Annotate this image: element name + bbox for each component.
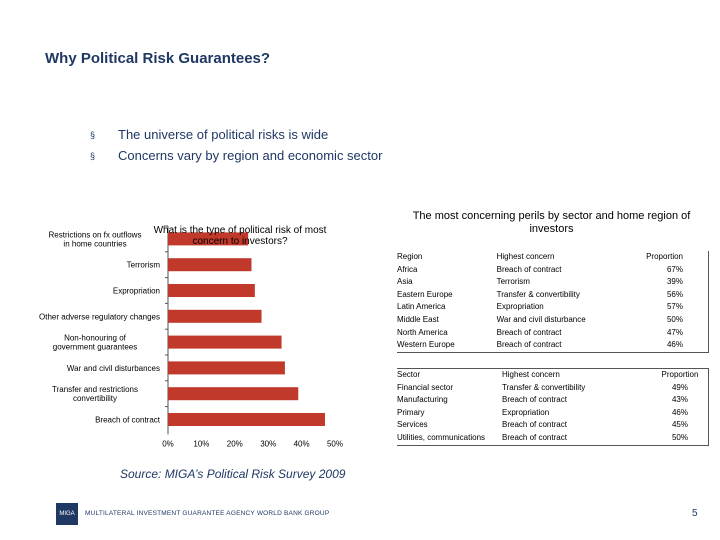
sector-table-cell: Proportion — [661, 370, 699, 379]
region-table-cell: Transfer & convertibility — [496, 289, 580, 299]
region-table-cell: Middle East — [397, 314, 439, 324]
sector-table-cell: 50% — [671, 432, 688, 442]
category-label: Non-honouring of government guarantees — [52, 333, 138, 352]
region-table-row — [397, 339, 709, 352]
bar — [168, 413, 325, 426]
category-label: Transfer and restrictions convertibility — [52, 385, 138, 404]
x-tick-label: 30% — [260, 439, 277, 449]
region-table-cell: Region — [397, 252, 423, 261]
region-table-row — [397, 264, 709, 277]
sector-table-cell: Primary — [397, 407, 425, 417]
region-table — [397, 251, 709, 353]
region-table-row — [397, 327, 709, 340]
x-tick-label: 50% — [326, 439, 344, 449]
region-table-cell: 57% — [666, 302, 683, 312]
region-table-cell: Highest concern — [496, 252, 555, 261]
x-tick-label: 0% — [162, 439, 174, 449]
sector-table-cell: 43% — [671, 395, 688, 405]
chart-title: What is the type of political risk of most concern to investors? — [153, 225, 327, 247]
sector-table-row — [397, 407, 709, 420]
category-label: War and civil disturbances — [66, 363, 160, 373]
sector-table-cell: Breach of contract — [502, 432, 567, 442]
sector-table-cell: 45% — [671, 420, 688, 430]
bullet-item — [90, 124, 382, 145]
category-label: Expropriation — [112, 286, 160, 296]
region-table-row — [397, 314, 709, 327]
sector-table-row — [397, 432, 709, 445]
sector-table-cell: 46% — [671, 407, 688, 417]
x-tick-label: 40% — [293, 439, 310, 449]
x-tick-label: 10% — [193, 439, 210, 449]
region-table-cell: 46% — [666, 340, 683, 350]
bar — [168, 361, 285, 374]
bar — [168, 310, 262, 323]
sector-table-row — [397, 419, 709, 432]
sector-table-cell: Utilities, communications — [397, 432, 486, 442]
region-table-row — [397, 276, 709, 289]
region-table-cell: Terrorism — [496, 277, 530, 287]
sector-table-cell: Financial sector — [397, 382, 454, 392]
region-table-row — [397, 289, 709, 302]
bullet-text: Concerns vary by region and economic sector — [118, 148, 383, 163]
sector-table-cell: Sector — [397, 370, 421, 379]
panel-title: The most concerning perils by sector and home region of investors — [412, 210, 691, 235]
sector-table-cell: 49% — [671, 382, 688, 392]
page-number: 5 — [692, 508, 698, 519]
region-table-cell: 47% — [666, 327, 683, 337]
region-table-cell: 39% — [666, 277, 683, 287]
region-table-cell: Eastern Europe — [397, 289, 453, 299]
region-table-header-row — [397, 251, 709, 264]
risk-concern-bar-chart — [0, 218, 390, 463]
source-note: Source: MIGA’s Political Risk Survey 2009 — [120, 467, 346, 481]
bar — [168, 258, 252, 271]
region-table-cell: 67% — [666, 264, 683, 274]
slide-title: Why Political Risk Guarantees? — [45, 50, 271, 67]
sector-table-cell: Breach of contract — [502, 420, 567, 430]
sector-table-cell: Breach of contract — [502, 395, 567, 405]
bullet-item — [90, 145, 382, 166]
x-tick-label: 20% — [226, 439, 243, 449]
category-label: Terrorism — [126, 260, 160, 270]
sector-table-cell: Expropriation — [502, 407, 550, 417]
category-label: Restrictions on fx outflows in home countries — [48, 230, 142, 249]
region-table-cell: Latin America — [397, 302, 446, 312]
sector-table — [397, 368, 709, 446]
region-table-cell: Breach of contract — [496, 327, 562, 337]
category-label: Breach of contract — [95, 415, 160, 425]
bar — [168, 336, 282, 349]
sector-table-cell: Services — [397, 420, 428, 430]
bullet-icon: § — [90, 150, 96, 161]
miga-logo: MIGA — [56, 503, 78, 525]
sector-table-row — [397, 382, 709, 395]
sector-table-cell: Highest concern — [502, 370, 560, 379]
region-table-cell: Expropriation — [496, 302, 544, 312]
region-table-cell: Breach of contract — [496, 340, 562, 350]
region-table-cell: North America — [397, 327, 448, 337]
sector-table-cell: Transfer & convertibility — [502, 382, 586, 392]
region-table-cell: 56% — [666, 289, 683, 299]
region-table-cell: 50% — [666, 314, 683, 324]
region-table-cell: War and civil disturbance — [496, 314, 586, 324]
sector-table-cell: Manufacturing — [397, 395, 448, 405]
region-table-cell: Asia — [397, 277, 413, 287]
bar — [168, 387, 298, 400]
sector-table-header-row — [397, 369, 709, 382]
footer-org-text: MULTILATERAL INVESTMENT GUARANTEE AGENCY WORLD BANK GROUP — [85, 510, 330, 517]
sector-table-row — [397, 394, 709, 407]
region-table-cell: Breach of contract — [496, 264, 562, 274]
region-table-row — [397, 301, 709, 314]
category-label: Other adverse regulatory changes — [39, 312, 160, 322]
bullet-text: The universe of political risks is wide — [118, 127, 329, 142]
region-table-cell: Western Europe — [397, 340, 455, 350]
bullet-icon: § — [90, 129, 96, 140]
region-table-cell: Proportion — [646, 252, 683, 261]
bar — [168, 284, 255, 297]
bullet-list — [90, 124, 382, 166]
region-table-cell: Africa — [397, 264, 418, 274]
